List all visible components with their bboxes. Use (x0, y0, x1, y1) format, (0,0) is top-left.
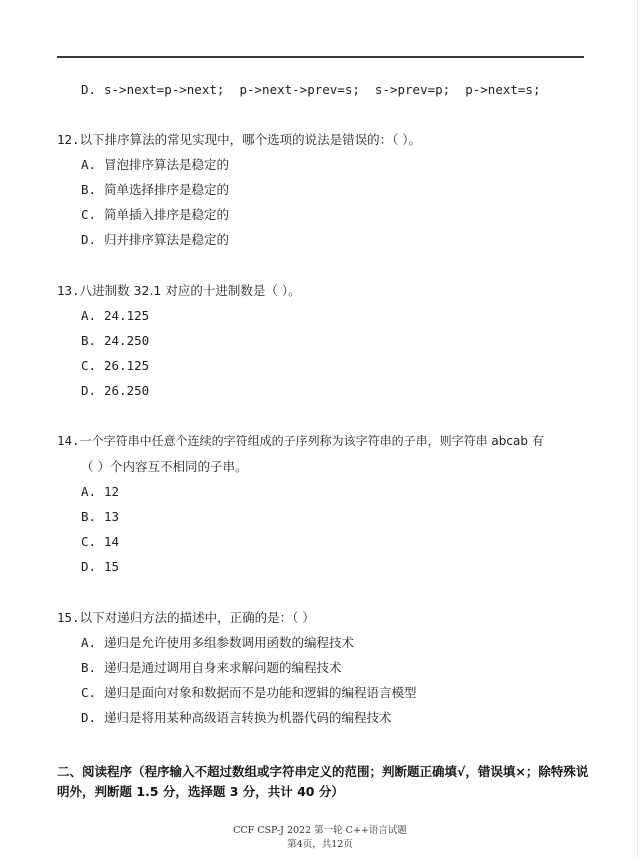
option-letter-c: C. (81, 358, 97, 373)
option-letter-b: B. (81, 333, 97, 348)
page-edge (637, 0, 638, 857)
option-letter-c: C. (81, 685, 97, 700)
option-text-a: 12 (104, 484, 120, 499)
question-text: 一个字符串中任意个连续的字符组成的子序列称为该字符串的子串，则字符串 abcab 有 (79, 434, 544, 448)
question-text: 以下排序算法的常见实现中，哪个选项的说法是错误的：（ ）。 (79, 132, 422, 147)
option-text-d: 26.250 (104, 383, 150, 398)
option-text-b: 24.250 (104, 333, 150, 348)
option-letter-a: A. (81, 484, 97, 499)
option-text-c: 简单插入排序是稳定的 (104, 207, 230, 222)
question-stem (57, 610, 315, 626)
question-stem (57, 283, 301, 299)
option-letter-c: C. (81, 534, 97, 549)
option-text-d: 归并排序算法是稳定的 (104, 232, 230, 247)
option-text-a: 递归是允许使用多组参数调用函数的编程技术 (104, 635, 355, 650)
option-text-a: 冒泡排序算法是稳定的 (104, 157, 230, 172)
question-number: 15. (57, 610, 80, 625)
header-rule (57, 56, 584, 58)
question-stem (57, 433, 544, 449)
option-text-d: 递归是将用某种高级语言转换为机器代码的编程技术 (104, 710, 392, 725)
section-heading: 二、阅读程序（程序输入不超过数组或字符串定义的范围；判断题正确填√，错误填×；除特殊说明外，判断题 1.5 分，选择题 3 分，共计 40 分） (57, 764, 589, 799)
option-letter-d: D. (81, 383, 97, 398)
question-number: 13. (57, 283, 80, 298)
option-text-a: 24.125 (104, 308, 150, 323)
option-letter-b: B. (81, 660, 97, 675)
question-number: 12. (57, 132, 80, 147)
option-letter-a: A. (81, 308, 97, 323)
option-letter-d: D. (81, 710, 97, 725)
option-text-b: 递归是通过调用自身来求解问题的编程技术 (104, 660, 342, 675)
option-letter-b: B. (81, 509, 97, 524)
question-stem-continued: （ ）个内容互不相同的子串。 (81, 459, 248, 474)
footer-page-info: 第4页，共12页 (287, 839, 353, 850)
option-letter-a: A. (81, 635, 97, 650)
question-text: 以下对递归方法的描述中，正确的是：（ ） (79, 610, 315, 625)
question-number: 14. (57, 433, 80, 448)
option-text-b: 13 (104, 509, 120, 524)
option-letter-c: C. (81, 207, 97, 222)
question-stem (57, 132, 421, 148)
option-letter-d: D. (81, 232, 97, 247)
footer-title: CCF CSP-J 2022 第一轮 C++语言试题 (233, 825, 407, 836)
option-letter-a: A. (81, 157, 97, 172)
option-text-b: 简单选择排序是稳定的 (104, 182, 230, 197)
option-letter-d: D. (81, 559, 97, 574)
option-text-c: 14 (104, 534, 120, 549)
option-text-c: 递归是面向对象和数据而不是功能和逻辑的编程语言模型 (104, 685, 417, 700)
option-letter-b: B. (81, 182, 97, 197)
option-text: s->next=p->next; p->next->prev=s; s->prev=p; p->next=s; (104, 82, 541, 97)
option-text-d: 15 (104, 559, 120, 574)
option-letter: D. (81, 82, 97, 97)
question-text: 八进制数 32.1 对应的十进制数是（ ）。 (79, 283, 301, 298)
option-text-c: 26.125 (104, 358, 150, 373)
